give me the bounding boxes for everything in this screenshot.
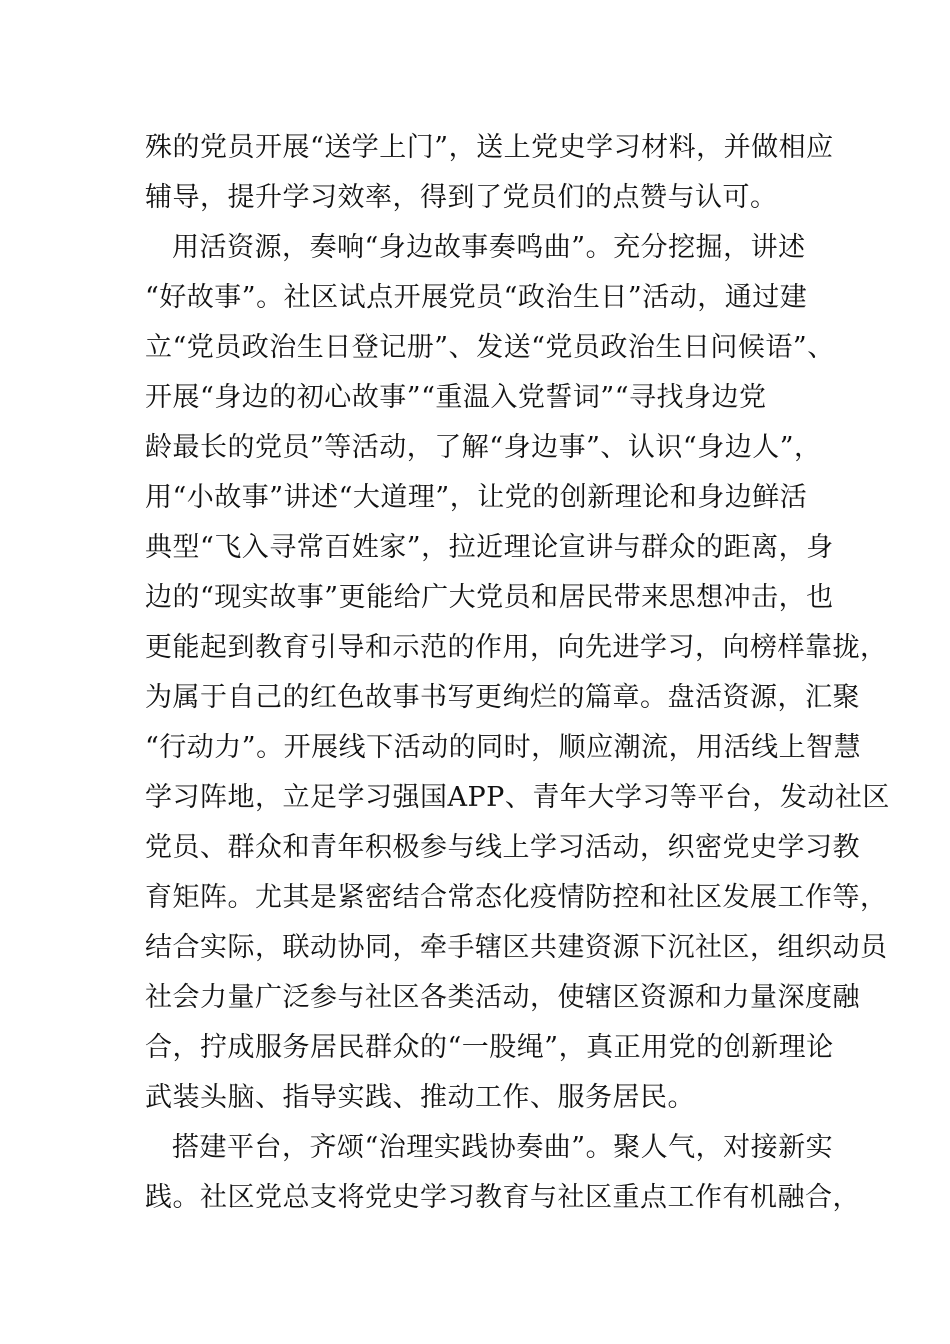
text-line: “行动力”。开展线下活动的同时，顺应潮流，用活线上智慧 [145, 732, 862, 763]
text-line: 搭建平台，齐颂“治理实践协奏曲”。聚人气，对接新实 [172, 1132, 834, 1163]
text-line: 育矩阵。尤其是紧密结合常态化疫情防控和社区发展工作等， [145, 882, 888, 913]
text-line: 殊的党员开展“送学上门”，送上党史学习材料，并做相应 [145, 132, 834, 163]
text-line: 社会力量广泛参与社区各类活动，使辖区资源和力量深度融 [145, 982, 860, 1013]
text-line: 用“小故事”讲述“大道理”，让党的创新理论和身边鲜活 [145, 482, 808, 513]
text-line: 学习阵地，立足学习强国APP、青年大学习等平台，发动社区 [145, 782, 890, 813]
text-line: 开展“身边的初心故事”“重温入党誓词”“寻找身边党 [145, 382, 767, 413]
text-line: 用活资源，奏响“身边故事奏鸣曲”。充分挖掘，讲述 [172, 232, 806, 263]
text-line: 立“党员政治生日登记册”、发送“党员政治生日问候语”、 [145, 332, 835, 363]
text-line: 为属于自己的红色故事书写更绚烂的篇章。盘活资源，汇聚 [145, 682, 860, 713]
text-line: 边的“现实故事”更能给广大党员和居民带来思想冲击，也 [145, 582, 834, 613]
text-line: 辅导，提升学习效率，得到了党员们的点赞与认可。 [145, 182, 778, 213]
text-line: 更能起到教育引导和示范的作用，向先进学习，向榜样靠拢， [145, 632, 888, 663]
text-line: 践。社区党总支将党史学习教育与社区重点工作有机融合， [145, 1182, 860, 1213]
text-line: 武装头脑、指导实践、推动工作、服务居民。 [145, 1082, 695, 1113]
text-line: 典型“飞入寻常百姓家”，拉近理论宣讲与群众的距离，身 [145, 532, 834, 563]
text-line: 龄最长的党员”等活动，了解“身边事”、认识“身边人”， [145, 432, 822, 463]
text-line: 结合实际，联动协同，牵手辖区共建资源下沉社区，组织动员 [145, 932, 888, 963]
text-line: 党员、群众和青年积极参与线上学习活动，织密党史学习教 [145, 832, 860, 863]
text-line: 合，拧成服务居民群众的“一股绳”，真正用党的创新理论 [145, 1032, 834, 1063]
text-line: “好故事”。社区试点开展党员“政治生日”活动，通过建 [145, 282, 808, 313]
